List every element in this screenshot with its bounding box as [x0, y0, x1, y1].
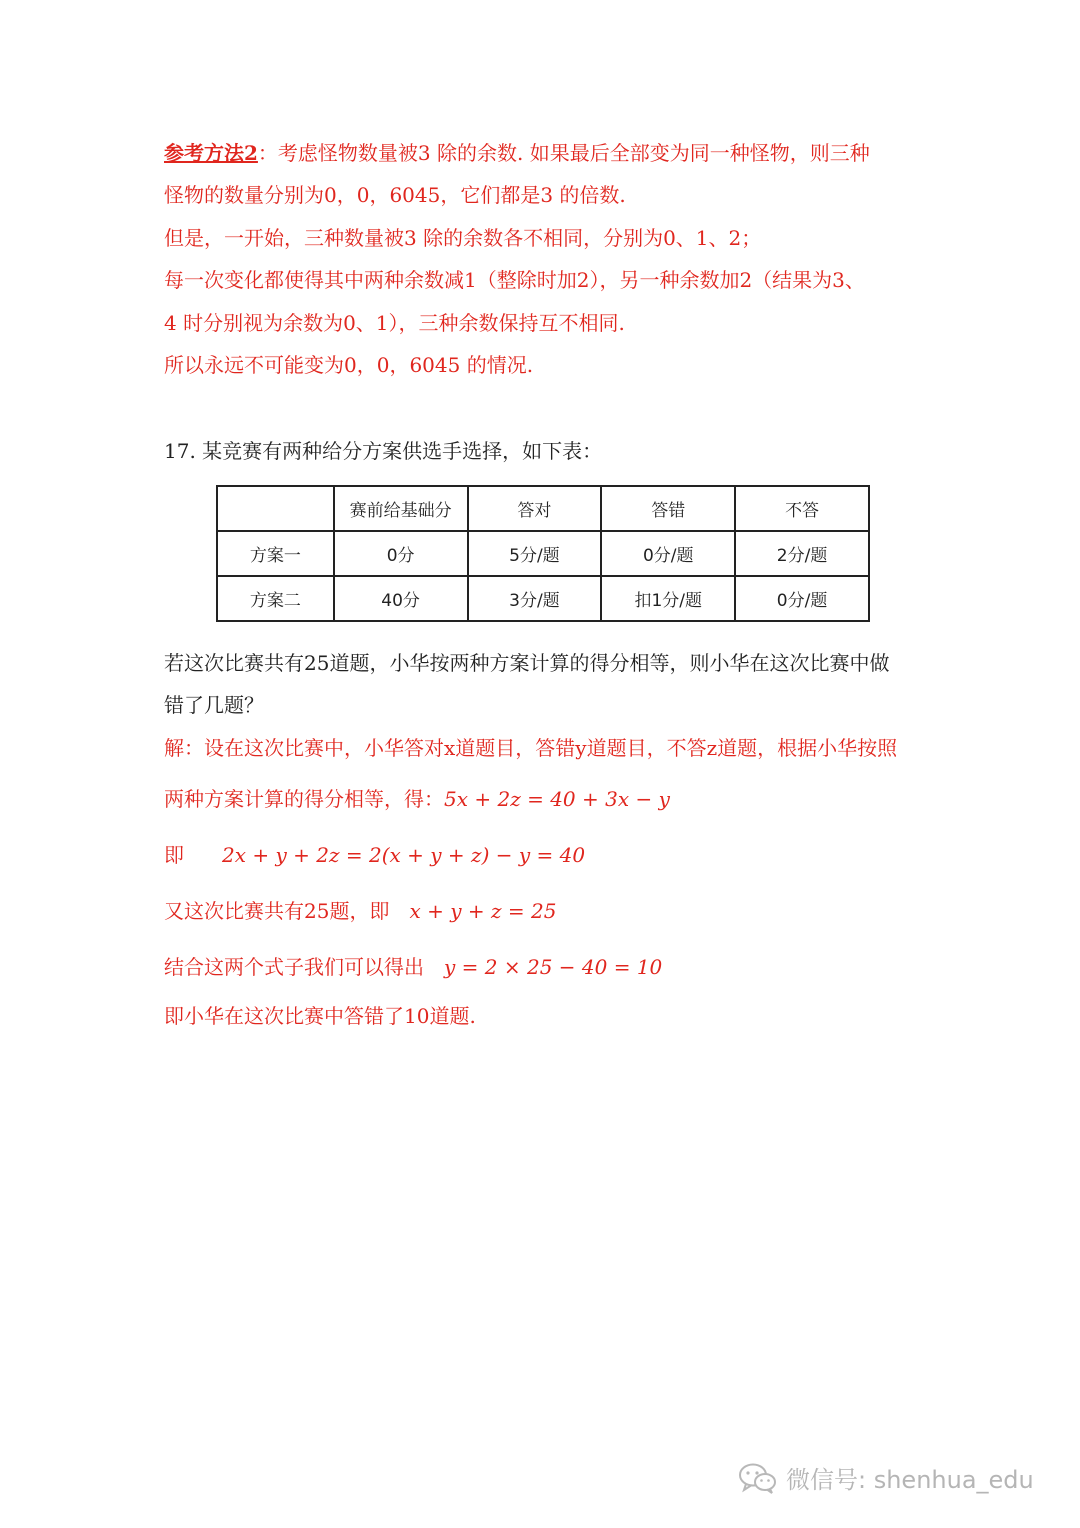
question-line-2: 错了几题？ [164, 693, 264, 717]
equation-3: x + y + z = 25 [409, 899, 557, 923]
solution-line-5 [164, 953, 662, 981]
method2-line-1 [164, 139, 870, 167]
wechat-icon [738, 1462, 778, 1494]
equation-1: 5x + 2z = 40 + 3x − y [444, 787, 670, 811]
solution-line-3 [164, 841, 585, 869]
solution-line-3-text: 即 [164, 843, 204, 867]
watermark [738, 1460, 1034, 1495]
table-cell: 赛前给基础分 [334, 486, 468, 531]
table-cell: 40分 [334, 576, 468, 621]
method2-line-6: 所以永远不可能变为0，0，6045 的情况. [164, 353, 534, 377]
table-cell: 扣1分/题 [601, 576, 735, 621]
table-cell: 2分/题 [735, 531, 869, 576]
table-cell: 答对 [468, 486, 602, 531]
table-cell: 0分/题 [735, 576, 869, 621]
table-cell: 不答 [735, 486, 869, 531]
solution-line-6: 即小华在这次比赛中答错了10道题. [164, 1004, 476, 1028]
watermark-text: 微信号: shenhua_edu [786, 1466, 1034, 1494]
solution-line-4 [164, 897, 556, 925]
table-cell: 3分/题 [468, 576, 602, 621]
table-cell: 答错 [601, 486, 735, 531]
equation-4: y = 2 × 25 − 40 = 10 [444, 955, 663, 979]
solution-line-2 [164, 785, 670, 813]
solution-line-2-text: 两种方案计算的得分相等，得： [164, 787, 444, 811]
solution-line-4-text: 又这次比赛共有25题，即 [164, 899, 410, 923]
scoring-table [216, 485, 870, 622]
equation-2: 2x + y + 2z = 2(x + y + z) − y = 40 [222, 843, 586, 867]
question-line-1: 若这次比赛共有25道题，小华按两种方案计算的得分相等，则小华在这次比赛中做 [164, 651, 890, 675]
table-cell: 方案一 [217, 531, 334, 576]
table-header-row [217, 486, 869, 531]
problem17-intro: 17. 某竞赛有两种给分方案供选手选择，如下表： [164, 439, 603, 463]
solution-line-5-text: 结合这两个式子我们可以得出 [164, 955, 444, 979]
table-cell: 0分/题 [601, 531, 735, 576]
table-cell [217, 486, 334, 531]
method2-line-3: 但是，一开始，三种数量被3 除的余数各不相同，分别为0、1、2； [164, 226, 762, 250]
table-row [217, 576, 869, 621]
solution-line-1: 解：设在这次比赛中，小华答对x道题目，答错y道题目，不答z道题，根据小华按照 [164, 736, 898, 760]
method2-line-5: 4 时分别视为余数为0、1），三种余数保持互不相同. [164, 311, 625, 335]
method2-line-4: 每一次变化都使得其中两种余数减1（整除时加2），另一种余数加2（结果为3、 [164, 268, 865, 292]
table-cell: 5分/题 [468, 531, 602, 576]
table-cell: 方案二 [217, 576, 334, 621]
method2-line-2: 怪物的数量分别为0，0，6045，它们都是3 的倍数. [164, 183, 626, 207]
method2-label: 参考方法2 [164, 141, 258, 165]
table-cell: 0分 [334, 531, 468, 576]
method2-line-1-text: ：考虑怪物数量被3 除的余数. 如果最后全部变为同一种怪物，则三种 [257, 141, 870, 165]
table-row [217, 531, 869, 576]
